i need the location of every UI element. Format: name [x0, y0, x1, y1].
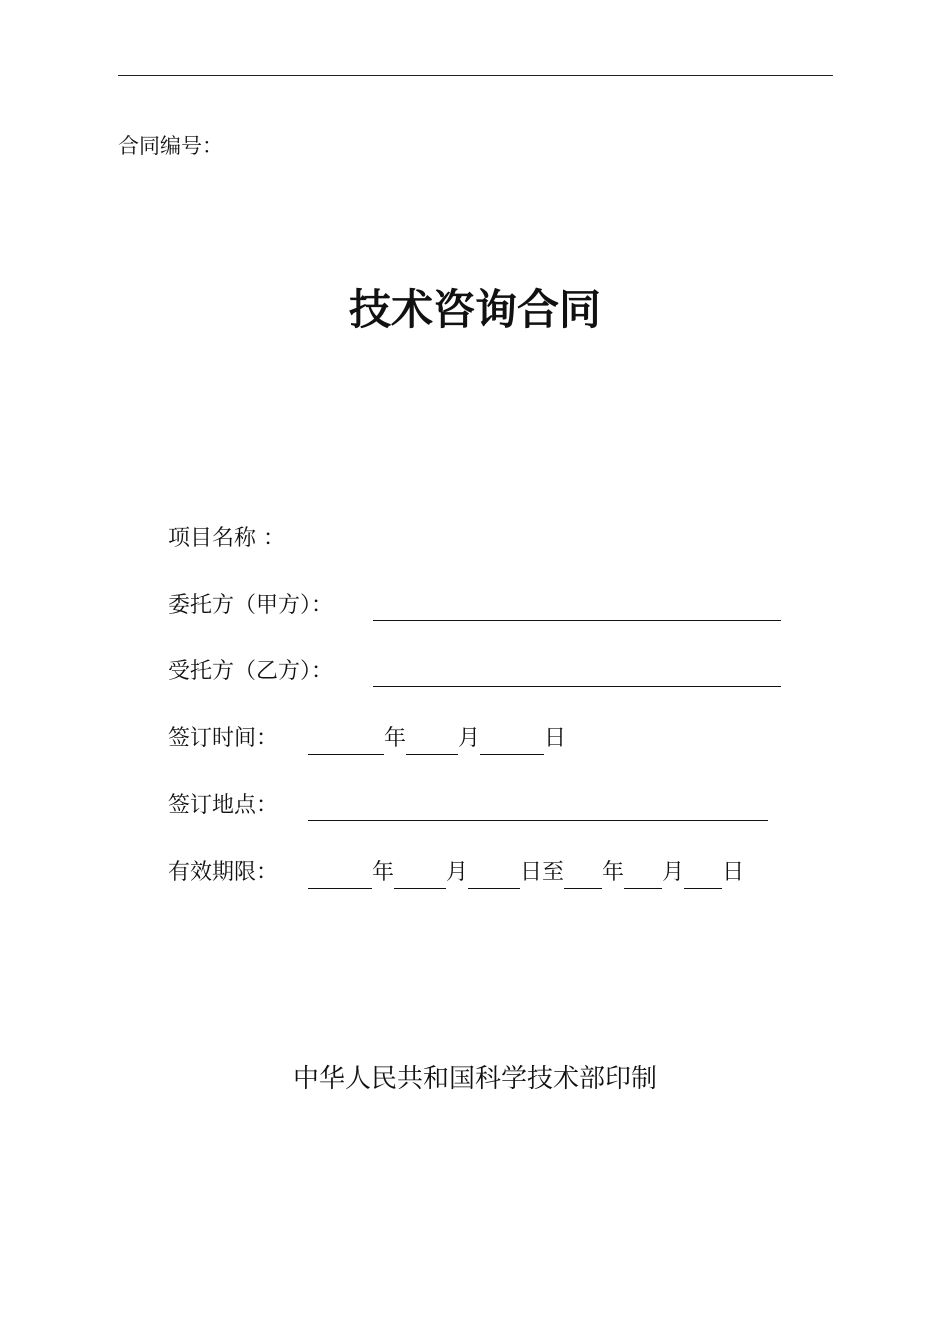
- validity-start-year-blank[interactable]: [308, 856, 372, 889]
- validity-start-year-unit: 年: [372, 860, 395, 885]
- validity-end-month-unit: 月: [662, 860, 685, 885]
- contract-number-label: 合同编号：: [118, 134, 223, 158]
- consultant-blank-line[interactable]: [373, 686, 781, 687]
- top-rule: [118, 75, 833, 76]
- project-name-label: 项目名称 ：: [168, 526, 285, 551]
- consultant-label: 受托方（乙方）：: [168, 659, 334, 684]
- validity-start-day-blank[interactable]: [468, 856, 520, 889]
- client-blank-line[interactable]: [373, 620, 781, 621]
- validity-start-month-blank[interactable]: [394, 856, 446, 889]
- validity-to-label: 日至: [520, 860, 565, 885]
- field-project-name: [168, 522, 788, 556]
- validity-start-month-unit: 月: [446, 860, 469, 885]
- client-label: 委托方（甲方）：: [168, 593, 334, 618]
- issuer-footer: 中华人民共和国科学技术部印制: [292, 1064, 657, 1094]
- field-consultant: [168, 655, 788, 689]
- signing-day-unit: 日: [544, 726, 567, 751]
- signing-date-label: 签订时间：: [168, 726, 279, 751]
- validity-end-year-unit: 年: [602, 860, 625, 885]
- validity-end-year-blank[interactable]: [564, 856, 602, 889]
- validity-end-day-unit: 日: [722, 860, 745, 885]
- signing-place-blank-line[interactable]: [308, 820, 768, 821]
- validity-label: 有效期限：: [168, 860, 279, 885]
- signing-month-unit: 月: [458, 726, 481, 751]
- document-title: 技术咨询合同: [348, 285, 601, 334]
- signing-place-label: 签订地点：: [168, 793, 279, 818]
- field-client: [168, 589, 788, 623]
- field-signing-date: [168, 722, 788, 756]
- signing-year-unit: 年: [384, 726, 407, 751]
- field-validity: [168, 856, 788, 890]
- field-signing-place: [168, 789, 788, 823]
- signing-month-blank[interactable]: [406, 722, 458, 755]
- signing-year-blank[interactable]: [308, 722, 384, 755]
- validity-end-month-blank[interactable]: [624, 856, 662, 889]
- signing-day-blank[interactable]: [480, 722, 544, 755]
- validity-date-row: [308, 856, 744, 890]
- validity-end-day-blank[interactable]: [684, 856, 722, 889]
- signing-date-row: [308, 722, 566, 756]
